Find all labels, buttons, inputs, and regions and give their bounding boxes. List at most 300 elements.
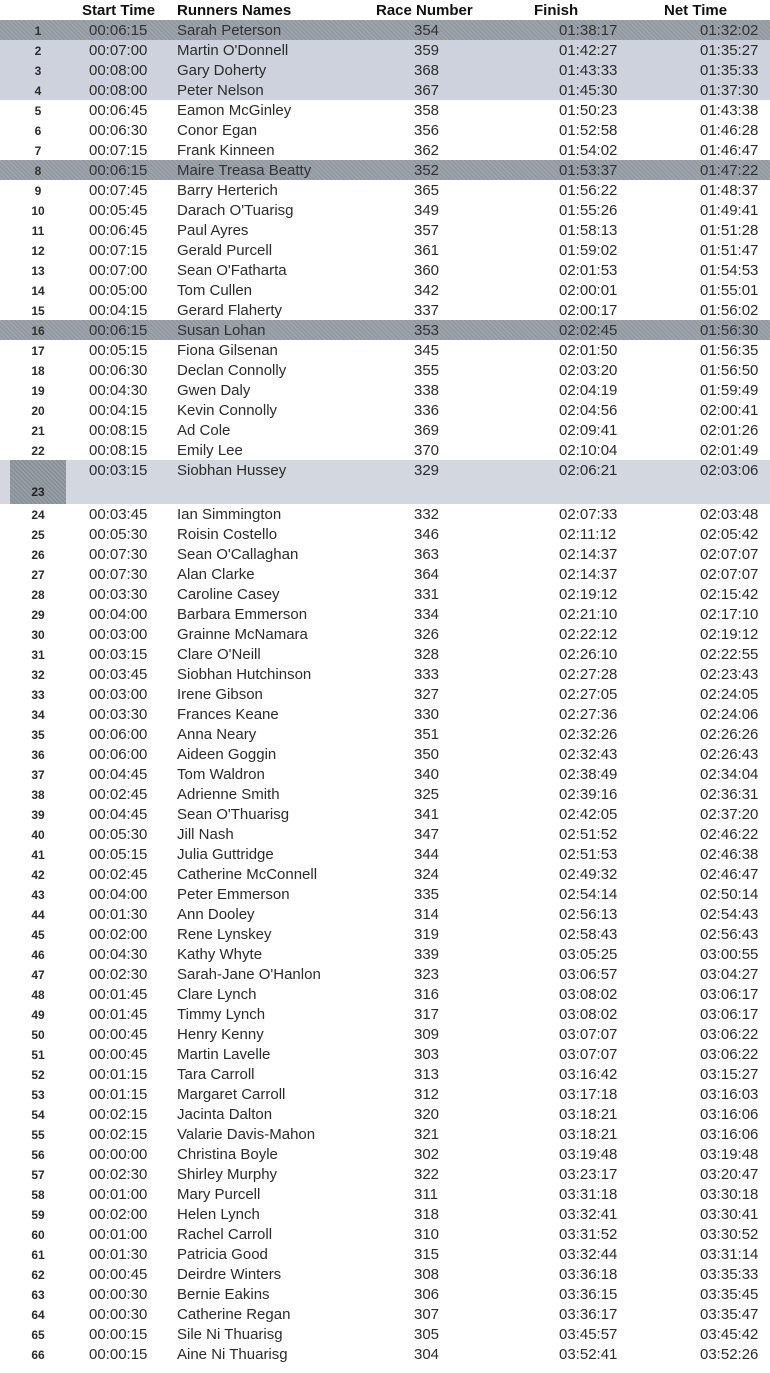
race-number-cell: 329: [414, 462, 440, 479]
race-number-cell: 316: [414, 986, 440, 1003]
table-row: [0, 984, 770, 1004]
net-time-cell: 01:51:47: [700, 242, 759, 259]
position-cell: 3: [34, 64, 42, 78]
net-time-cell: 03:30:52: [700, 1226, 759, 1243]
table-row: [0, 1164, 770, 1184]
runner-name-cell: Shirley Murphy: [177, 1166, 278, 1183]
race-number-cell: 304: [414, 1346, 440, 1363]
runner-name-cell: Sile Ni Thuarisg: [177, 1326, 283, 1343]
race-number-cell: 335: [414, 886, 440, 903]
race-number-cell: 345: [414, 342, 440, 359]
position-cell: 58: [31, 1188, 45, 1202]
table-row: [0, 340, 770, 360]
net-time-cell: 02:22:55: [700, 646, 759, 663]
finish-time-cell: 01:50:23: [559, 102, 618, 119]
table-row: [0, 1044, 770, 1064]
start-time-cell: 00:02:00: [89, 1206, 148, 1223]
start-time-cell: 00:07:00: [89, 262, 148, 279]
position-cell: 29: [31, 608, 45, 622]
table-row: [0, 20, 770, 40]
table-row: [0, 824, 770, 844]
finish-time-cell: 02:01:53: [559, 262, 618, 279]
finish-time-cell: 01:54:02: [559, 142, 618, 159]
net-time-cell: 02:34:04: [700, 766, 759, 783]
table-row: [0, 704, 770, 724]
start-time-cell: 00:01:00: [89, 1226, 148, 1243]
race-number-cell: 357: [414, 222, 440, 239]
runner-name-cell: Barry Herterich: [177, 182, 278, 199]
start-time-cell: 00:05:00: [89, 282, 148, 299]
race-number-cell: 328: [414, 646, 440, 663]
race-number-cell: 351: [414, 726, 440, 743]
finish-time-cell: 03:36:18: [559, 1266, 618, 1283]
table-row: [0, 80, 770, 100]
race-number-cell: 307: [414, 1306, 440, 1323]
start-time-cell: 00:02:30: [89, 1166, 148, 1183]
results-table-body: [0, 20, 770, 1364]
runner-name-cell: Rachel Carroll: [177, 1226, 273, 1243]
net-time-cell: 03:30:41: [700, 1206, 759, 1223]
runner-name-cell: Ian Simmington: [177, 506, 282, 523]
race-number-cell: 326: [414, 626, 440, 643]
position-cell: 53: [31, 1088, 45, 1102]
finish-time-cell: 02:39:16: [559, 786, 618, 803]
position-cell: 34: [31, 708, 45, 722]
net-time-cell: 03:06:17: [700, 986, 759, 1003]
position-cell: 27: [31, 568, 45, 582]
position-cell: 54: [31, 1108, 45, 1122]
start-time-cell: 00:04:00: [89, 886, 148, 903]
net-time-cell: 02:23:43: [700, 666, 759, 683]
runner-name-cell: Mary Purcell: [177, 1186, 261, 1203]
runner-name-cell: Gerald Purcell: [177, 242, 273, 259]
runner-name-cell: Christina Boyle: [177, 1146, 278, 1163]
position-cell: 64: [31, 1308, 45, 1322]
table-header: [0, 0, 770, 22]
race-number-cell: 350: [414, 746, 440, 763]
net-time-cell: 01:46:28: [700, 122, 759, 139]
finish-time-cell: 03:18:21: [559, 1106, 618, 1123]
position-cell: 60: [31, 1228, 45, 1242]
finish-time-cell: 03:17:18: [559, 1086, 618, 1103]
start-time-cell: 00:00:45: [89, 1026, 148, 1043]
net-time-cell: 02:26:26: [700, 726, 759, 743]
net-time-cell: 01:43:38: [700, 102, 759, 119]
position-cell: 23: [10, 460, 66, 504]
start-time-cell: 00:02:45: [89, 786, 148, 803]
race-number-cell: 317: [414, 1006, 440, 1023]
position-cell: 61: [31, 1248, 45, 1262]
start-time-cell: 00:02:15: [89, 1106, 148, 1123]
start-time-cell: 00:07:00: [89, 42, 148, 59]
position-cell: 22: [31, 444, 45, 458]
race-number-cell: 364: [414, 566, 440, 583]
net-time-cell: 02:01:26: [700, 422, 759, 439]
start-time-cell: 00:01:15: [89, 1066, 148, 1083]
net-time-cell: 03:45:42: [700, 1326, 759, 1343]
race-number-cell: 356: [414, 122, 440, 139]
runner-name-cell: Aideen Goggin: [177, 746, 277, 763]
start-time-cell: 00:00:30: [89, 1306, 148, 1323]
position-cell: 32: [31, 668, 45, 682]
table-row: [0, 544, 770, 564]
start-time-cell: 00:04:15: [89, 302, 148, 319]
net-time-cell: 03:16:06: [700, 1126, 759, 1143]
start-time-cell: 00:06:15: [89, 162, 148, 179]
runner-name-cell: Ann Dooley: [177, 906, 255, 923]
position-cell: 56: [31, 1148, 45, 1162]
position-cell: 49: [31, 1008, 45, 1022]
net-time-cell: 01:35:33: [700, 62, 759, 79]
position-cell: 5: [34, 104, 42, 118]
table-row: [0, 804, 770, 824]
runner-name-cell: Ad Cole: [177, 422, 231, 439]
start-time-cell: 00:07:15: [89, 142, 148, 159]
race-number-cell: 362: [414, 142, 440, 159]
runner-name-cell: Kathy Whyte: [177, 946, 263, 963]
start-time-cell: 00:03:15: [89, 462, 148, 479]
position-cell: 47: [31, 968, 45, 982]
start-time-cell: 00:06:45: [89, 102, 148, 119]
position-cell: 39: [31, 808, 45, 822]
race-number-cell: 340: [414, 766, 440, 783]
position-cell: 10: [31, 204, 45, 218]
position-cell: 6: [34, 124, 42, 138]
race-number-cell: 358: [414, 102, 440, 119]
net-time-cell: 02:36:31: [700, 786, 759, 803]
race-number-cell: 314: [414, 906, 440, 923]
net-time-cell: 02:07:07: [700, 566, 759, 583]
table-row: [0, 644, 770, 664]
finish-time-cell: 03:36:17: [559, 1306, 618, 1323]
position-cell: 43: [31, 888, 45, 902]
runner-name-cell: Sarah Peterson: [177, 22, 282, 39]
table-row: [0, 360, 770, 380]
table-row: [0, 120, 770, 140]
position-cell: 57: [31, 1168, 45, 1182]
race-number-cell: 319: [414, 926, 440, 943]
finish-time-cell: 02:02:45: [559, 322, 618, 339]
runner-name-cell: Darach O'Tuarisg: [177, 202, 294, 219]
table-row: [0, 1344, 770, 1364]
table-row: [0, 924, 770, 944]
position-cell: 40: [31, 828, 45, 842]
position-cell: 13: [31, 264, 45, 278]
finish-time-cell: 03:16:42: [559, 1066, 618, 1083]
position-cell: 52: [31, 1068, 45, 1082]
race-number-cell: 322: [414, 1166, 440, 1183]
runner-name-cell: Frank Kinneen: [177, 142, 275, 159]
finish-time-cell: 02:04:56: [559, 402, 618, 419]
position-cell: 33: [31, 688, 45, 702]
race-number-cell: 318: [414, 1206, 440, 1223]
position-cell: 9: [34, 184, 42, 198]
position-cell: 20: [31, 404, 45, 418]
net-time-cell: 02:26:43: [700, 746, 759, 763]
race-number-cell: 368: [414, 62, 440, 79]
runner-name-cell: Henry Kenny: [177, 1026, 264, 1043]
finish-time-cell: 03:06:57: [559, 966, 618, 983]
table-row: [0, 864, 770, 884]
position-cell: 28: [31, 588, 45, 602]
finish-time-cell: 03:23:17: [559, 1166, 618, 1183]
start-time-cell: 00:04:45: [89, 766, 148, 783]
position-cell: 59: [31, 1208, 45, 1222]
runner-name-cell: Patricia Good: [177, 1246, 268, 1263]
runner-name-cell: Valarie Davis-Mahon: [177, 1126, 316, 1143]
finish-time-cell: 03:52:41: [559, 1346, 618, 1363]
finish-time-cell: 02:42:05: [559, 806, 618, 823]
net-time-cell: 02:19:12: [700, 626, 759, 643]
runner-name-cell: Peter Emmerson: [177, 886, 290, 903]
net-time-cell: 03:31:14: [700, 1246, 759, 1263]
position-cell: 21: [31, 424, 45, 438]
runner-name-cell: Sean O'Callaghan: [177, 546, 299, 563]
runner-name-cell: Tom Cullen: [177, 282, 253, 299]
runner-name-cell: Conor Egan: [177, 122, 258, 139]
net-time-cell: 03:16:06: [700, 1106, 759, 1123]
race-number-cell: 342: [414, 282, 440, 299]
race-number-cell: 359: [414, 42, 440, 59]
net-time-cell: 02:17:10: [700, 606, 759, 623]
net-time-cell: 01:55:01: [700, 282, 759, 299]
race-number-cell: 330: [414, 706, 440, 723]
finish-time-cell: 02:11:12: [559, 526, 617, 543]
header-race-number: Race Number: [376, 2, 473, 19]
position-cell: 31: [31, 648, 45, 662]
race-number-cell: 352: [414, 162, 440, 179]
table-row: [0, 320, 770, 340]
runner-name-cell: Irene Gibson: [177, 686, 263, 703]
start-time-cell: 00:04:45: [89, 806, 148, 823]
finish-time-cell: 02:14:37: [559, 566, 618, 583]
position-cell: 17: [31, 344, 45, 358]
table-row: [0, 1244, 770, 1264]
race-number-cell: 346: [414, 526, 440, 543]
table-row: [0, 1144, 770, 1164]
position-cell: 8: [34, 164, 42, 178]
finish-time-cell: 02:01:50: [559, 342, 618, 359]
net-time-cell: 02:50:14: [700, 886, 759, 903]
finish-time-cell: 03:36:15: [559, 1286, 618, 1303]
net-time-cell: 02:03:48: [700, 506, 759, 523]
start-time-cell: 00:03:00: [89, 686, 148, 703]
table-row: [0, 1024, 770, 1044]
table-row: [0, 1324, 770, 1344]
position-cell: 41: [31, 848, 45, 862]
start-time-cell: 00:07:30: [89, 546, 148, 563]
race-number-cell: 339: [414, 946, 440, 963]
table-row: [0, 564, 770, 584]
start-time-cell: 00:06:15: [89, 22, 148, 39]
net-time-cell: 02:05:42: [700, 526, 759, 543]
table-row: [0, 1004, 770, 1024]
runner-name-cell: Martin O'Donnell: [177, 42, 289, 59]
position-cell: 65: [31, 1328, 45, 1342]
finish-time-cell: 03:08:02: [559, 986, 618, 1003]
net-time-cell: 03:35:33: [700, 1266, 759, 1283]
runner-name-cell: Clare O'Neill: [177, 646, 261, 663]
table-row: [0, 140, 770, 160]
table-row: [0, 1084, 770, 1104]
runner-name-cell: Emily Lee: [177, 442, 243, 459]
start-time-cell: 00:03:15: [89, 646, 148, 663]
table-row: [0, 380, 770, 400]
position-cell: 16: [31, 324, 45, 338]
runner-name-cell: Paul Ayres: [177, 222, 249, 239]
finish-time-cell: 02:51:52: [559, 826, 618, 843]
start-time-cell: 00:05:45: [89, 202, 148, 219]
race-number-cell: 347: [414, 826, 440, 843]
net-time-cell: 01:56:50: [700, 362, 759, 379]
race-number-cell: 309: [414, 1026, 440, 1043]
start-time-cell: 00:06:45: [89, 222, 148, 239]
race-number-cell: 303: [414, 1046, 440, 1063]
race-number-cell: 370: [414, 442, 440, 459]
runner-name-cell: Jill Nash: [177, 826, 234, 843]
start-time-cell: 00:07:30: [89, 566, 148, 583]
runner-name-cell: Gary Doherty: [177, 62, 267, 79]
finish-time-cell: 02:19:12: [559, 586, 618, 603]
race-number-cell: 369: [414, 422, 440, 439]
runner-name-cell: Fiona Gilsenan: [177, 342, 278, 359]
start-time-cell: 00:08:15: [89, 422, 148, 439]
start-time-cell: 00:00:30: [89, 1286, 148, 1303]
finish-time-cell: 01:53:37: [559, 162, 618, 179]
runner-name-cell: Barbara Emmerson: [177, 606, 308, 623]
runner-name-cell: Grainne McNamara: [177, 626, 308, 643]
table-row: [0, 240, 770, 260]
table-row: [0, 844, 770, 864]
net-time-cell: 03:35:45: [700, 1286, 759, 1303]
race-number-cell: 349: [414, 202, 440, 219]
net-time-cell: 02:54:43: [700, 906, 759, 923]
finish-time-cell: 02:03:20: [559, 362, 618, 379]
position-cell: 19: [31, 384, 45, 398]
finish-time-cell: 03:07:07: [559, 1046, 618, 1063]
finish-time-cell: 02:49:32: [559, 866, 618, 883]
finish-time-cell: 03:32:41: [559, 1206, 618, 1223]
finish-time-cell: 01:58:13: [559, 222, 618, 239]
start-time-cell: 00:04:30: [89, 382, 148, 399]
finish-time-cell: 02:00:17: [559, 302, 618, 319]
start-time-cell: 00:01:45: [89, 986, 148, 1003]
table-row: [0, 584, 770, 604]
race-number-cell: 338: [414, 382, 440, 399]
position-cell: 14: [31, 284, 45, 298]
finish-time-cell: 02:00:01: [559, 282, 618, 299]
runner-name-cell: Eamon McGinley: [177, 102, 292, 119]
race-number-cell: 344: [414, 846, 440, 863]
runner-name-cell: Tom Waldron: [177, 766, 265, 783]
table-row: [0, 884, 770, 904]
net-time-cell: 02:46:47: [700, 866, 759, 883]
net-time-cell: 02:46:22: [700, 826, 759, 843]
runner-name-cell: Margaret Carroll: [177, 1086, 286, 1103]
race-number-cell: 361: [414, 242, 440, 259]
table-row: [0, 964, 770, 984]
race-number-cell: 320: [414, 1106, 440, 1123]
race-number-cell: 305: [414, 1326, 440, 1343]
runner-name-cell: Declan Connolly: [177, 362, 287, 379]
start-time-cell: 00:04:00: [89, 606, 148, 623]
position-cell: 37: [31, 768, 45, 782]
net-time-cell: 01:56:30: [700, 322, 759, 339]
race-number-cell: 321: [414, 1126, 440, 1143]
net-time-cell: 03:00:55: [700, 946, 759, 963]
position-cell: 36: [31, 748, 45, 762]
net-time-cell: 01:32:02: [700, 22, 759, 39]
runner-name-cell: Caroline Casey: [177, 586, 280, 603]
net-time-cell: 01:46:47: [700, 142, 759, 159]
start-time-cell: 00:06:30: [89, 362, 148, 379]
net-time-cell: 02:03:06: [700, 462, 759, 479]
table-row: [0, 1184, 770, 1204]
runner-name-cell: Anna Neary: [177, 726, 257, 743]
runner-name-cell: Alan Clarke: [177, 566, 255, 583]
table-row: [0, 220, 770, 240]
finish-time-cell: 01:42:27: [559, 42, 618, 59]
table-row: [0, 944, 770, 964]
finish-time-cell: 03:08:02: [559, 1006, 618, 1023]
start-time-cell: 00:00:45: [89, 1046, 148, 1063]
start-time-cell: 00:06:15: [89, 322, 148, 339]
start-time-cell: 00:02:45: [89, 866, 148, 883]
start-time-cell: 00:04:15: [89, 402, 148, 419]
race-number-cell: 360: [414, 262, 440, 279]
table-row: [0, 1264, 770, 1284]
table-row: [0, 60, 770, 80]
finish-time-cell: 03:31:18: [559, 1186, 618, 1203]
table-row: [0, 160, 770, 180]
runner-name-cell: Maire Treasa Beatty: [177, 162, 312, 179]
runner-name-cell: Bernie Eakins: [177, 1286, 270, 1303]
race-number-cell: 354: [414, 22, 440, 39]
table-row: [0, 1304, 770, 1324]
race-number-cell: 367: [414, 82, 440, 99]
net-time-cell: 01:56:02: [700, 302, 759, 319]
position-cell: 50: [31, 1028, 45, 1042]
table-row: [0, 524, 770, 544]
race-number-cell: 331: [414, 586, 440, 603]
runner-name-cell: Frances Keane: [177, 706, 279, 723]
race-number-cell: 302: [414, 1146, 440, 1163]
net-time-cell: 01:47:22: [700, 162, 759, 179]
start-time-cell: 00:01:15: [89, 1086, 148, 1103]
net-time-cell: 01:37:30: [700, 82, 759, 99]
race-number-cell: 315: [414, 1246, 440, 1263]
position-cell: 11: [31, 224, 45, 238]
runner-name-cell: Adrienne Smith: [177, 786, 280, 803]
position-cell: 2: [34, 44, 42, 58]
race-number-cell: 324: [414, 866, 440, 883]
table-row: [0, 764, 770, 784]
start-time-cell: 00:04:30: [89, 946, 148, 963]
table-row: [0, 440, 770, 460]
finish-time-cell: 02:32:43: [559, 746, 618, 763]
table-row: [0, 684, 770, 704]
position-cell: 7: [34, 144, 42, 158]
finish-time-cell: 02:22:12: [559, 626, 618, 643]
net-time-cell: 01:48:37: [700, 182, 759, 199]
finish-time-cell: 03:32:44: [559, 1246, 618, 1263]
race-number-cell: 365: [414, 182, 440, 199]
race-number-cell: 363: [414, 546, 440, 563]
net-time-cell: 02:46:38: [700, 846, 759, 863]
finish-time-cell: 02:32:26: [559, 726, 618, 743]
runner-name-cell: Siobhan Hutchinson: [177, 666, 312, 683]
race-number-cell: 355: [414, 362, 440, 379]
